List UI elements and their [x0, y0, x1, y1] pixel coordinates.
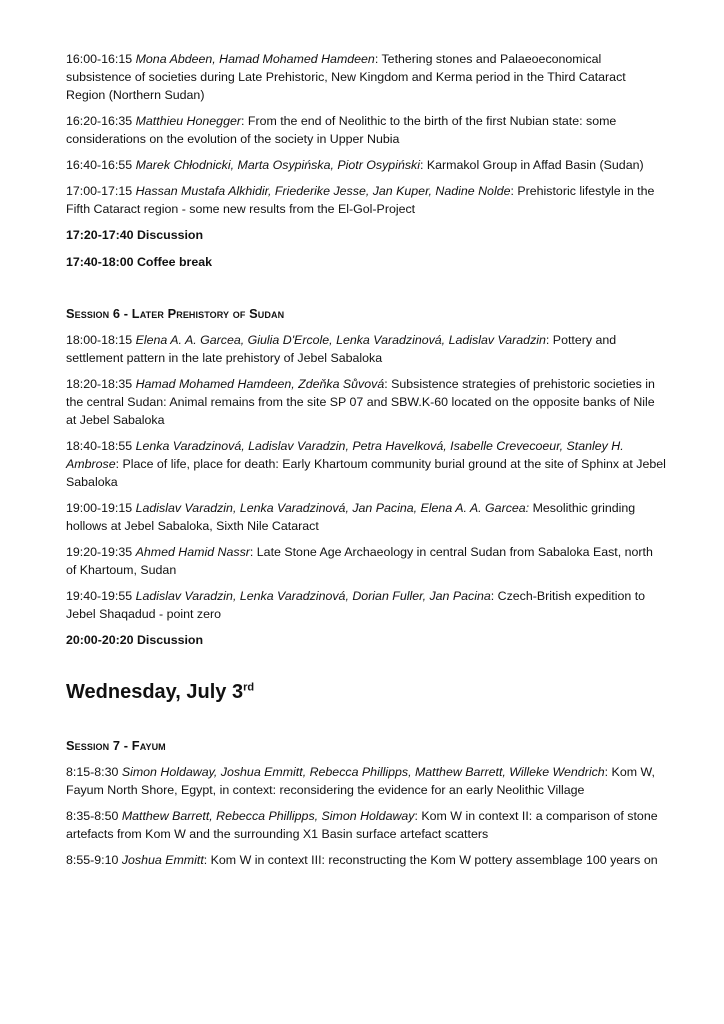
- program-item: [66, 156, 666, 174]
- item-title: Mesolithic grinding hollows at Jebel Sabaloka, Sixth Nile Cataract: [66, 501, 636, 533]
- item-title: : Place of life, place for death: Early Khartoum community burial ground at the site of Sphinx at Jebel Sabaloka: [66, 457, 666, 489]
- program-item: [66, 851, 666, 869]
- session-heading: Session 6 - Later Prehistory of Sudan: [66, 306, 285, 321]
- item-authors: Matthew Barrett, Rebecca Phillipps, Simon Holdaway: [121, 809, 415, 823]
- program-item: [66, 437, 666, 491]
- day-heading-suffix: rd: [243, 681, 255, 694]
- item-time: 16:00-16:15: [66, 52, 133, 66]
- item-authors: Matthieu Honegger: [135, 114, 241, 128]
- item-time: 18:20-18:35: [66, 377, 133, 391]
- item-time: 17:00-17:15: [66, 184, 133, 198]
- item-time: 18:40-18:55: [66, 439, 133, 453]
- program-item: [66, 375, 666, 429]
- item-time: 8:55-9:10: [66, 853, 119, 867]
- program-item: [66, 182, 666, 218]
- item-authors: Hamad Mohamed Hamdeen, Zdeňka Sůvová: [135, 377, 385, 391]
- day-heading-text: Wednesday, July 3: [66, 681, 244, 703]
- day-heading: [66, 679, 666, 705]
- program-item: [66, 112, 666, 148]
- item-time: 8:35-8:50: [66, 809, 119, 823]
- item-authors: Ladislav Varadzin, Lenka Varadzinová, Dorian Fuller, Jan Pacina: [135, 589, 491, 603]
- item-authors: Hassan Mustafa Alkhidir, Friederike Jesse, Jan Kuper, Nadine Nolde: [135, 184, 511, 198]
- item-authors: Ahmed Hamid Nassr: [135, 545, 250, 559]
- item-title: : Kom W in context II: a comparison of stone artefacts from Kom W and the surrounding X1 Basin surface artefact scatters: [66, 809, 658, 841]
- item-time: 19:20-19:35: [66, 545, 133, 559]
- program-item: [66, 499, 666, 535]
- discussion-slot: 17:20-17:40 Discussion: [66, 228, 204, 242]
- item-time: 19:40-19:55: [66, 589, 133, 603]
- item-time: 16:40-16:55: [66, 158, 133, 172]
- item-title: : Prehistoric lifestyle in the Fifth Cataract region - some new results from the El-Gol-Project: [66, 184, 655, 216]
- coffee-break-slot: 17:40-18:00 Coffee break: [66, 255, 213, 269]
- item-title: : Subsistence strategies of prehistoric societies in the central Sudan: Animal remains from the site SP 07 and SBW.K-60 located on the opposite banks of Nile at Jebel Sabaloka: [66, 377, 655, 427]
- item-time: 8:15-8:30: [66, 765, 119, 779]
- item-authors: Ladislav Varadzin, Lenka Varadzinová, Jan Pacina, Elena A. A. Garcea:: [135, 501, 530, 515]
- item-time: 16:20-16:35: [66, 114, 133, 128]
- program-page: [66, 50, 666, 877]
- item-title: : Tethering stones and Palaeoeconomical subsistence of societies during Late Prehistoric, New Kingdom and Kerma period in the Third Cataract Region (Northern Sudan): [66, 52, 626, 102]
- discussion-slot: 20:00-20:20 Discussion: [66, 633, 204, 647]
- program-item: [66, 587, 666, 623]
- item-title: : Pottery and settlement pattern in the late prehistory of Jebel Sabaloka: [66, 333, 617, 365]
- program-item: [66, 331, 666, 367]
- item-authors: Joshua Emmitt: [121, 853, 204, 867]
- program-item: [66, 807, 666, 843]
- item-time: 18:00-18:15: [66, 333, 133, 347]
- item-time: 19:00-19:15: [66, 501, 133, 515]
- item-authors: Mona Abdeen, Hamad Mohamed Hamdeen: [135, 52, 375, 66]
- session-heading: Session 7 - Fayum: [66, 738, 166, 753]
- item-title: : Karmakol Group in Affad Basin (Sudan): [419, 158, 644, 172]
- program-item: [66, 763, 666, 799]
- item-authors: Simon Holdaway, Joshua Emmitt, Rebecca Phillipps, Matthew Barrett, Willeke Wendrich: [121, 765, 605, 779]
- item-authors: Marek Chłodnicki, Marta Osypińska, Piotr Osypiński: [135, 158, 420, 172]
- program-item: [66, 50, 666, 104]
- item-title: : From the end of Neolithic to the birth of the first Nubian state: some considerations on the evolution of the society in Upper Nubia: [66, 114, 617, 146]
- item-authors: Lenka Varadzinová, Ladislav Varadzin, Petra Havelková, Isabelle Crevecoeur, Stanley H. Ambrose: [66, 439, 624, 471]
- item-title: : Kom W, Fayum North Shore, Egypt, in context: reconsidering the evidence for an early Neolithic Village: [66, 765, 655, 797]
- item-title: : Late Stone Age Archaeology in central Sudan from Sabaloka East, north of Khartoum, Sudan: [66, 545, 653, 577]
- item-title: : Czech-British expedition to Jebel Shaqadud - point zero: [66, 589, 646, 621]
- item-title: : Kom W in context III: reconstructing the Kom W pottery assemblage 100 years on: [203, 853, 658, 867]
- program-item: [66, 543, 666, 579]
- item-authors: Elena A. A. Garcea, Giulia D'Ercole, Lenka Varadzinová, Ladislav Varadzin: [135, 333, 546, 347]
